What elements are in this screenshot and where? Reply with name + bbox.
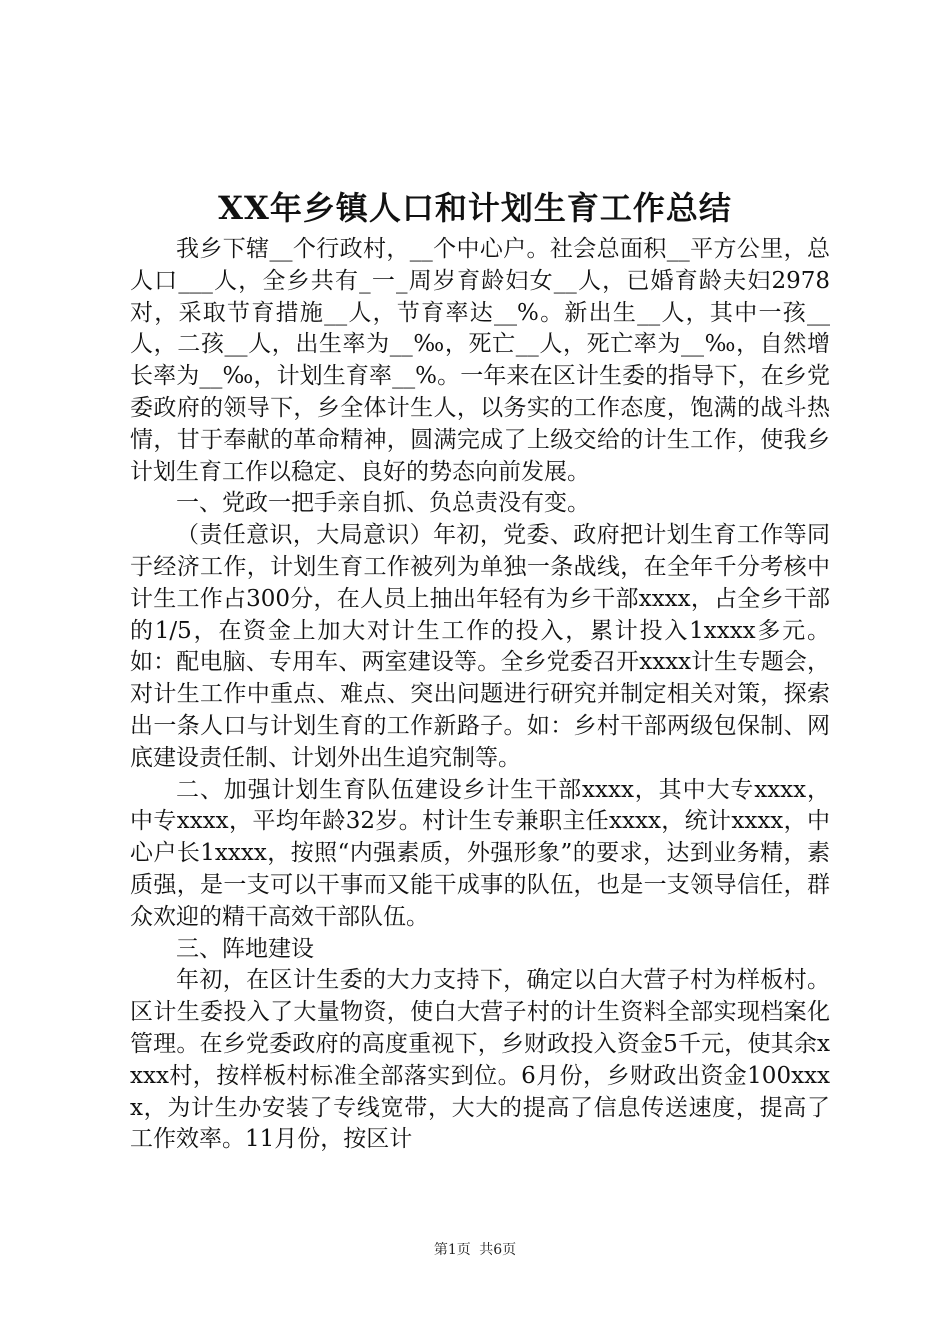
page-number: 第1页	[433, 1242, 471, 1258]
document-title: XX年乡镇人口和计划生育工作总结	[218, 189, 732, 227]
document-body	[130, 234, 830, 1156]
paragraph-intro: 我乡下辖__个行政村，__个中心户。社会总面积__平方公里，总人口___人，全乡共有_一_周岁育龄妇女__人，已婚育龄夫妇2978对，采取节育措施__人，节育率达__%。新出生__人，其中一孩__人，二孩__人，出生率为__‰，死亡__人，死亡率为__‰，自然增长率为__‰，计划生育率__%。一年来在区计生委的指导下，在乡党委政府的领导下，乡全体计生人，以务实的工作态度，饱满的战斗热情，甘于奉献的革命精神，圆满完成了上级交给的计生工作，使我乡计划生育工作以稳定、良好的势态向前发展。	[130, 236, 830, 485]
section-heading-1: 一、党政一把手亲自抓、负总责没有变。	[176, 490, 590, 517]
paragraph-section-3: 年初，在区计生委的大力支持下，确定以白大营子村为样板村。区计生委投入了大量物资，使白大营子村的计生资料全部实现档案化管理。在乡党委政府的高度重视下，乡财政投入资金5千元，使其余xxxx村，按样板村标准全部落实到位。6月份，乡财政出资金100xxxx，为计生办安装了专线宽带，大大的提高了信息传送速度，提高了工作效率。11月份，按区计	[130, 967, 830, 1153]
paragraph-section-1: （责任意识，大局意识）年初，党委、政府把计划生育工作等同于经济工作，计划生育工作被列为单独一条战线，在全年千分考核中计生工作占300分，在人员上抽出年轻有为乡干部xxxx，占全乡干部的1/5，在资金上加大对计生工作的投入，累计投入1xxxx多元。如：配电脑、专用车、两室建设等。全乡党委召开xxxx计生专题会，对计生工作中重点、难点、突出问题进行研究并制定相关对策，探索出一条人口与计划生育的工作新路子。如：乡村干部两级包保制、网底建设责任制、计划外出生追究制等。	[130, 522, 830, 771]
page-footer	[0, 1239, 950, 1259]
paragraph-section-2: 二、加强计划生育队伍建设乡计生干部xxxx，其中大专xxxx，中专xxxx，平均年龄32岁。村计生专兼职主任xxxx，统计xxxx，中心户长1xxxx，按照“内强素质，外强形象”的要求，达到业务精，素质强，是一支可以干事而又能干成事的队伍，也是一支领导信任，群众欢迎的精干高效干部队伍。	[130, 776, 830, 930]
section-heading-3: 三、阵地建设	[176, 935, 314, 962]
page-total: 共6页	[479, 1242, 517, 1258]
